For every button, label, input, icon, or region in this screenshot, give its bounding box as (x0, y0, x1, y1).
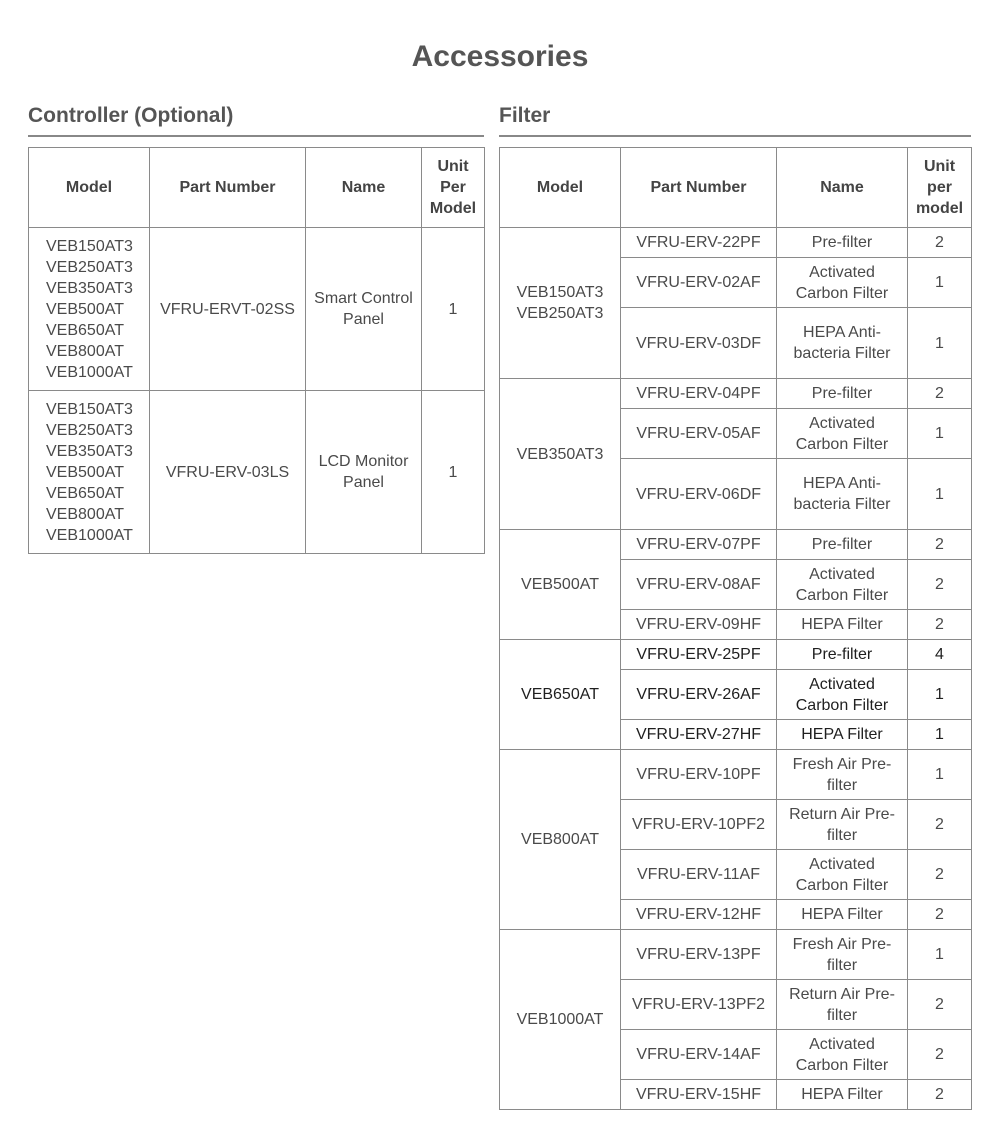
part-number-cell: VFRU-ERV-27HF (621, 720, 777, 750)
model-item: VEB800AT (46, 342, 124, 360)
table-row (500, 750, 972, 800)
model-item: VEB150AT3 (46, 237, 133, 255)
part-number-cell: VFRU-ERV-11AF (621, 850, 777, 900)
part-number-cell: VFRU-ERV-13PF2 (621, 980, 777, 1030)
part-number-cell: VFRU-ERV-13PF (621, 930, 777, 980)
unit-cell: 1 (908, 308, 972, 379)
model-cell: VEB350AT3 (500, 379, 621, 530)
name-cell: Pre-filter (777, 379, 908, 409)
unit-cell: 4 (908, 640, 972, 670)
header-model: Model (29, 148, 150, 228)
name-cell: Activated Carbon Filter (777, 1030, 908, 1080)
name-cell: Pre-filter (777, 228, 908, 258)
unit-cell: 1 (908, 670, 972, 720)
part-number-cell: VFRU-ERV-03DF (621, 308, 777, 379)
unit-cell: 2 (908, 1080, 972, 1110)
model-item: VEB800AT (46, 505, 124, 523)
table-row (500, 379, 972, 409)
part-number-cell: VFRU-ERV-15HF (621, 1080, 777, 1110)
part-number-cell: VFRU-ERV-07PF (621, 530, 777, 560)
name-cell: HEPA Filter (777, 720, 908, 750)
model-cell: VEB800AT (500, 750, 621, 930)
name-cell: HEPA Filter (777, 1080, 908, 1110)
filter-section-title: Filter (499, 104, 971, 137)
model-item: VEB1000AT (46, 526, 133, 544)
controller-table (28, 147, 485, 554)
part-number-cell: VFRU-ERV-10PF2 (621, 800, 777, 850)
model-item: VEB500AT (46, 463, 124, 481)
unit-cell: 2 (908, 1030, 972, 1080)
part-number-cell: VFRU-ERV-12HF (621, 900, 777, 930)
model-cell: VEB650AT (500, 640, 621, 750)
name-cell: Pre-filter (777, 640, 908, 670)
name-cell: Fresh Air Pre-filter (777, 930, 908, 980)
unit-cell: 1 (908, 459, 972, 530)
table-row (500, 930, 972, 980)
header-unit-per-model: Unit Per Model (422, 148, 485, 228)
unit-cell: 2 (908, 228, 972, 258)
model-item: VEB250AT3 (46, 258, 133, 276)
name-cell: HEPA Filter (777, 610, 908, 640)
unit-cell: 2 (908, 900, 972, 930)
unit-cell: 2 (908, 560, 972, 610)
header-unit-per-model: Unit per model (908, 148, 972, 228)
unit-cell: 2 (908, 530, 972, 560)
unit-cell: 1 (422, 228, 485, 391)
name-cell: HEPA Anti-bacteria Filter (777, 308, 908, 379)
part-number-cell: VFRU-ERV-04PF (621, 379, 777, 409)
model-list-cell (29, 391, 150, 554)
model-item: VEB350AT3 (46, 279, 133, 297)
header-name: Name (777, 148, 908, 228)
part-number-cell: VFRU-ERV-22PF (621, 228, 777, 258)
name-cell: Activated Carbon Filter (777, 670, 908, 720)
name-cell: LCD Monitor Panel (306, 391, 422, 554)
name-cell: Pre-filter (777, 530, 908, 560)
page-title: Accessories (411, 40, 589, 73)
name-cell: HEPA Filter (777, 900, 908, 930)
name-cell: Return Air Pre-filter (777, 800, 908, 850)
part-number-cell: VFRU-ERV-06DF (621, 459, 777, 530)
unit-cell: 1 (422, 391, 485, 554)
model-item: VEB350AT3 (46, 442, 133, 460)
model-list-cell (29, 228, 150, 391)
unit-cell: 2 (908, 850, 972, 900)
model-item: VEB150AT3 (46, 400, 133, 418)
table-row (500, 228, 972, 258)
header-part-number: Part Number (150, 148, 306, 228)
unit-cell: 1 (908, 258, 972, 308)
model-item: VEB650AT (46, 484, 124, 502)
unit-cell: 1 (908, 750, 972, 800)
model-cell: VEB1000AT (500, 930, 621, 1110)
part-number-cell: VFRU-ERV-25PF (621, 640, 777, 670)
controller-section (28, 104, 484, 554)
controller-section-title: Controller (Optional) (28, 104, 484, 137)
model-item: VEB500AT (46, 300, 124, 318)
unit-cell: 1 (908, 720, 972, 750)
unit-cell: 2 (908, 980, 972, 1030)
table-row (29, 228, 485, 391)
name-cell: Return Air Pre-filter (777, 980, 908, 1030)
table-row (500, 530, 972, 560)
part-number-cell: VFRU-ERV-09HF (621, 610, 777, 640)
unit-cell: 2 (908, 379, 972, 409)
part-number-cell: VFRU-ERV-14AF (621, 1030, 777, 1080)
controller-header-row (29, 148, 485, 228)
model-item: VEB250AT3 (46, 421, 133, 439)
name-cell: Fresh Air Pre-filter (777, 750, 908, 800)
unit-cell: 1 (908, 930, 972, 980)
name-cell: Activated Carbon Filter (777, 850, 908, 900)
part-number-cell: VFRU-ERV-02AF (621, 258, 777, 308)
part-number-cell: VFRU-ERV-10PF (621, 750, 777, 800)
filter-section (499, 104, 971, 1110)
unit-cell: 1 (908, 409, 972, 459)
name-cell: HEPA Anti-bacteria Filter (777, 459, 908, 530)
filter-header-row (500, 148, 972, 228)
part-number-cell: VFRU-ERV-26AF (621, 670, 777, 720)
model-cell: VEB150AT3 VEB250AT3 (500, 228, 621, 379)
name-cell: Activated Carbon Filter (777, 409, 908, 459)
unit-cell: 2 (908, 800, 972, 850)
name-cell: Activated Carbon Filter (777, 258, 908, 308)
model-cell: VEB500AT (500, 530, 621, 640)
header-name: Name (306, 148, 422, 228)
header-model: Model (500, 148, 621, 228)
name-cell: Smart Control Panel (306, 228, 422, 391)
name-cell: Activated Carbon Filter (777, 560, 908, 610)
part-number-cell: VFRU-ERV-08AF (621, 560, 777, 610)
header-part-number: Part Number (621, 148, 777, 228)
part-number-cell: VFRU-ERV-05AF (621, 409, 777, 459)
model-item: VEB650AT (46, 321, 124, 339)
filter-table (499, 147, 972, 1110)
model-item: VEB1000AT (46, 363, 133, 381)
part-number-cell: VFRU-ERV-03LS (150, 391, 306, 554)
part-number-cell: VFRU-ERVT-02SS (150, 228, 306, 391)
table-row (500, 640, 972, 670)
unit-cell: 2 (908, 610, 972, 640)
table-row (29, 391, 485, 554)
